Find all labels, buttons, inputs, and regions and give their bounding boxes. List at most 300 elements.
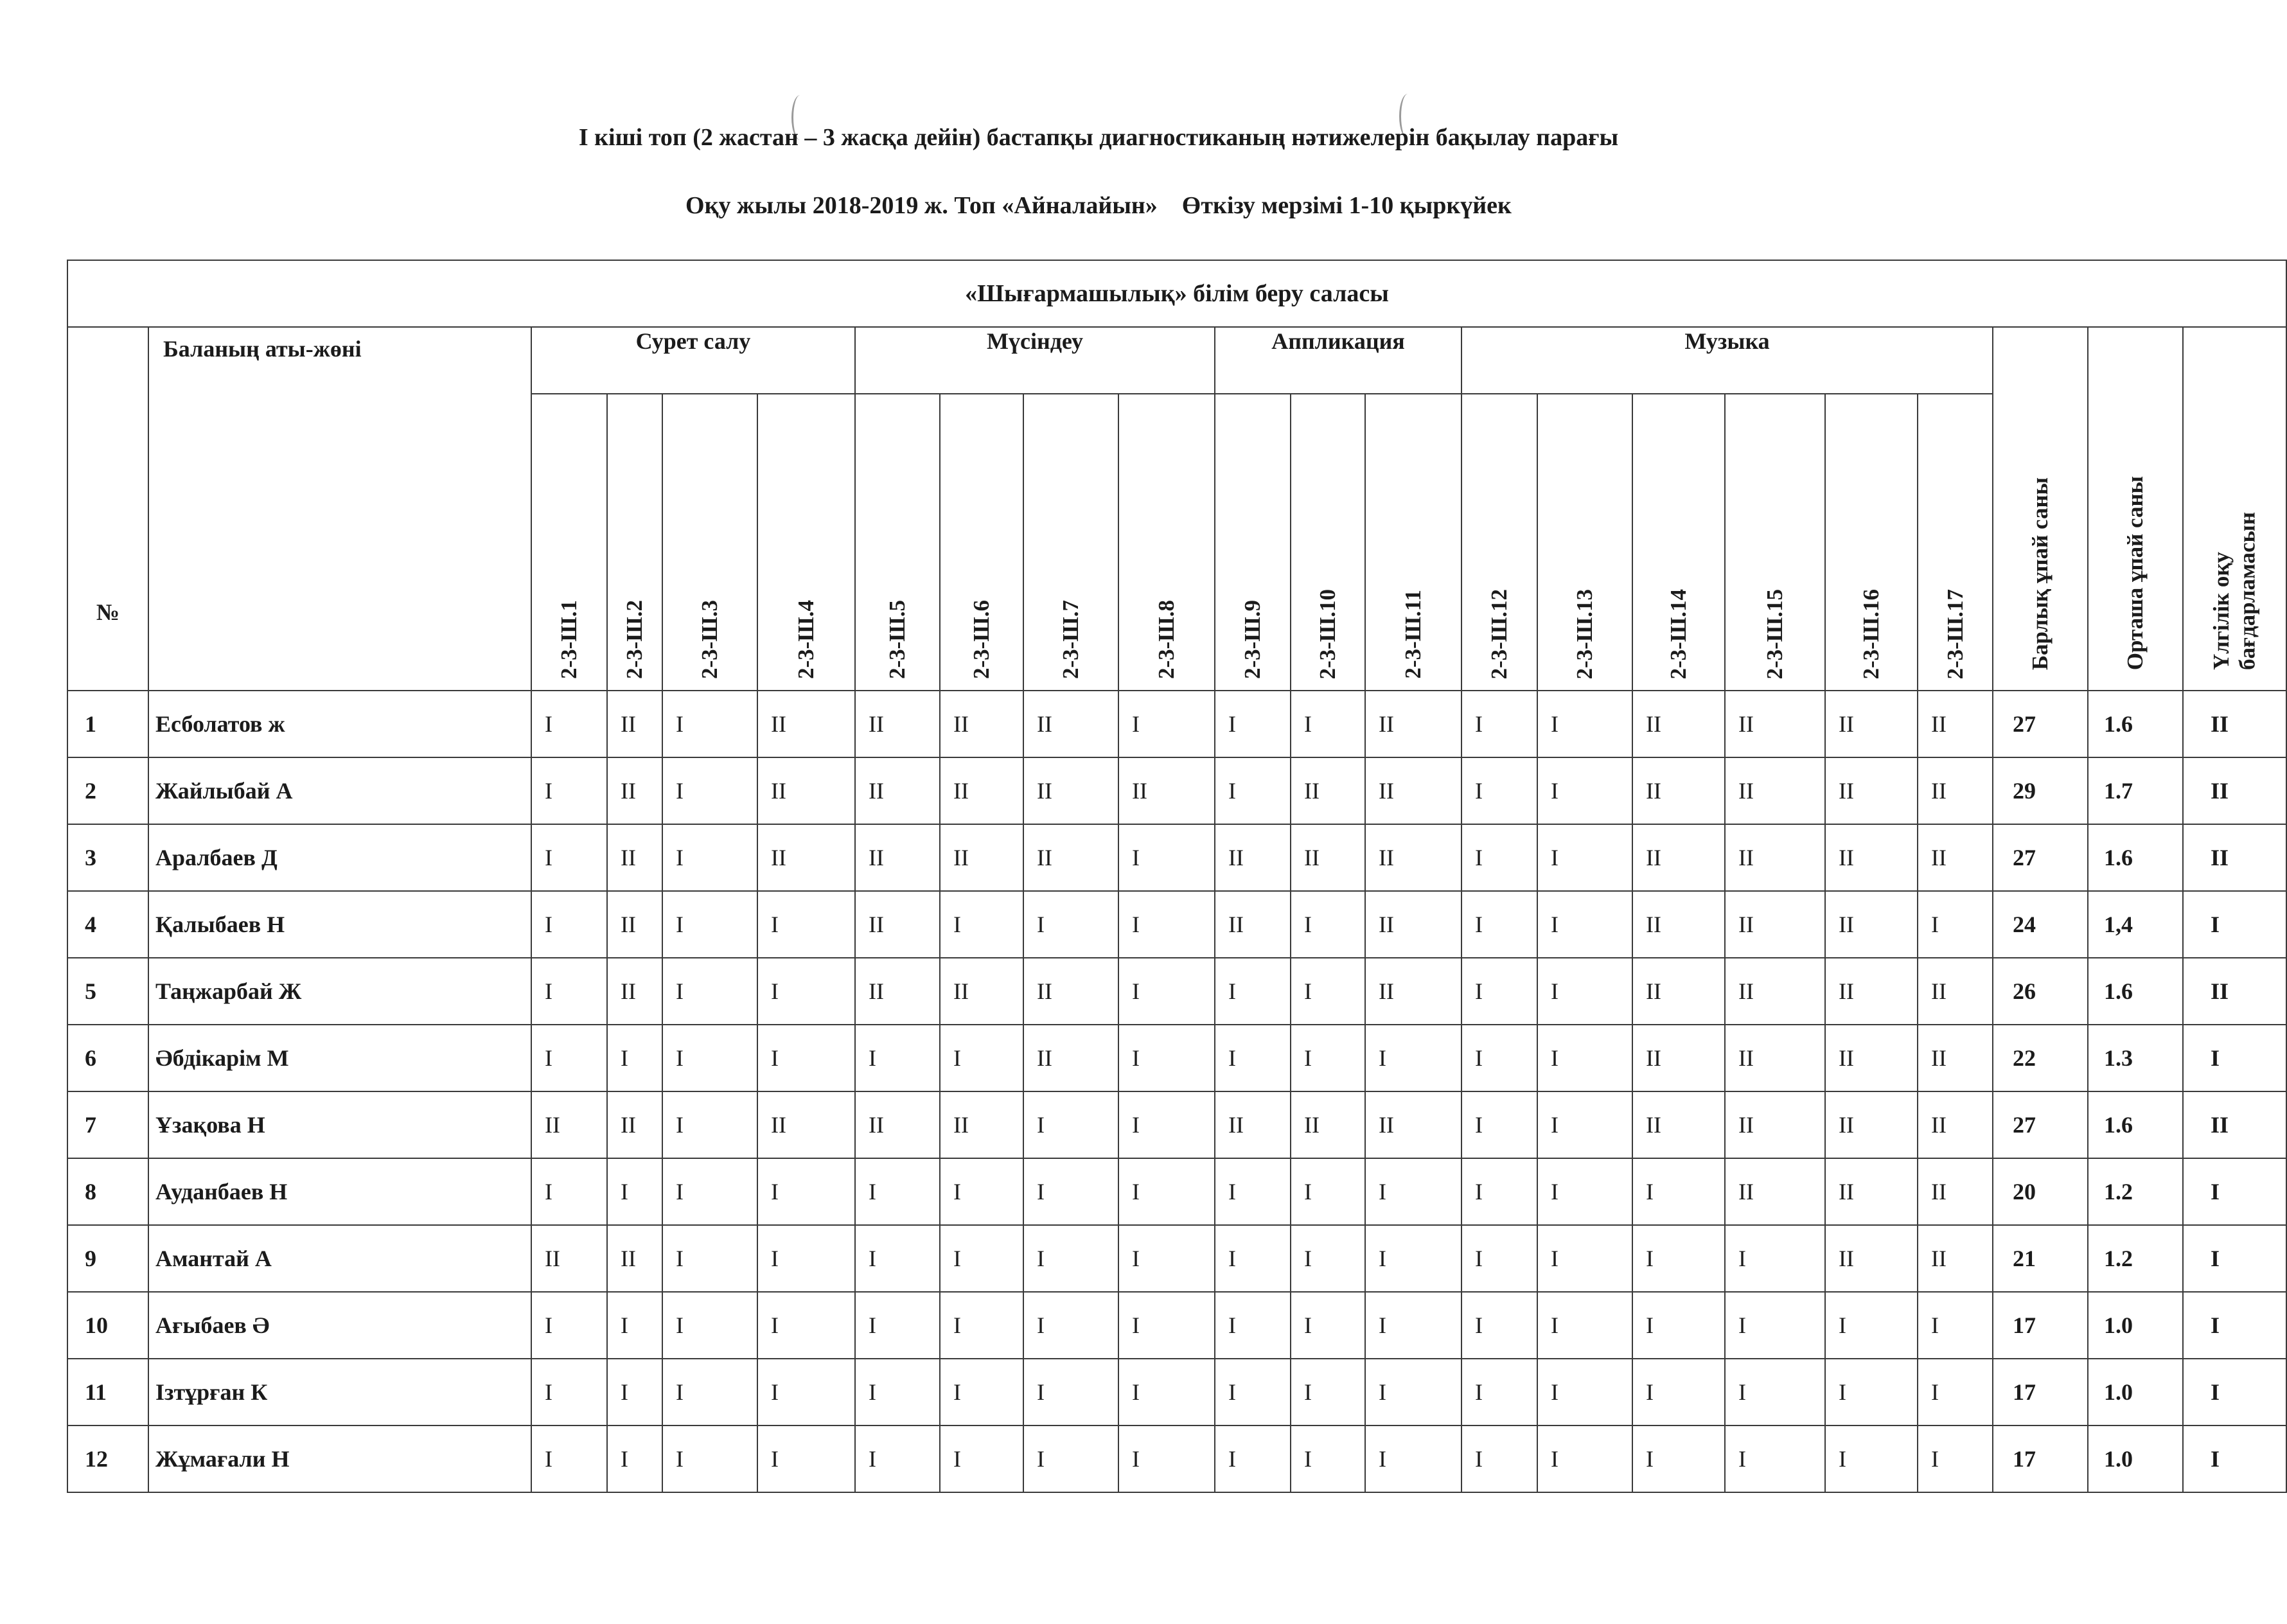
- mark-cell: I: [757, 891, 855, 958]
- total-score: 29: [1993, 757, 2088, 824]
- mark-cell: I: [531, 958, 607, 1025]
- mark-cell: II: [855, 691, 940, 757]
- mark-cell: I: [662, 958, 757, 1025]
- mark-cell: II: [531, 1225, 607, 1292]
- mark-cell: I: [1537, 1292, 1632, 1359]
- table-row: [67, 1158, 2286, 1225]
- indicator-code-header: [1291, 394, 1365, 691]
- mark-cell: I: [855, 1158, 940, 1225]
- mark-cell: I: [855, 1225, 940, 1292]
- mark-cell: II: [1365, 691, 1461, 757]
- group-header: Сурет салу: [531, 327, 855, 394]
- mark-cell: I: [531, 1158, 607, 1225]
- mark-cell: I: [1215, 1359, 1291, 1425]
- mark-cell: I: [1461, 1359, 1537, 1425]
- mark-cell: II: [1291, 824, 1365, 891]
- mark-cell: II: [1725, 1091, 1825, 1158]
- mark-cell: I: [1825, 1359, 1918, 1425]
- mark-cell: I: [1118, 824, 1215, 891]
- mark-cell: II: [1725, 958, 1825, 1025]
- mark-cell: I: [757, 1158, 855, 1225]
- program-level: I: [2183, 1359, 2286, 1425]
- mark-cell: I: [1825, 1292, 1918, 1359]
- mark-cell: I: [1118, 691, 1215, 757]
- mark-cell: I: [607, 1425, 662, 1492]
- mark-cell: II: [855, 891, 940, 958]
- level-header: [2183, 327, 2286, 691]
- mark-cell: II: [1632, 1025, 1725, 1091]
- mark-cell: II: [1825, 1091, 1918, 1158]
- mark-cell: I: [855, 1359, 940, 1425]
- mark-cell: II: [1023, 757, 1118, 824]
- mark-cell: I: [940, 1292, 1023, 1359]
- total-score: 17: [1993, 1359, 2088, 1425]
- mark-cell: II: [1215, 891, 1291, 958]
- mark-cell: I: [1537, 757, 1632, 824]
- indicator-code: 2-3-Ш.10: [1315, 588, 1340, 679]
- mark-cell: II: [607, 1091, 662, 1158]
- average-header: [2088, 327, 2183, 691]
- indicator-code-header: [855, 394, 940, 691]
- row-number: 11: [67, 1359, 148, 1425]
- mark-cell: I: [1023, 1425, 1118, 1492]
- mark-cell: I: [1461, 691, 1537, 757]
- mark-cell: II: [607, 757, 662, 824]
- mark-cell: I: [662, 1158, 757, 1225]
- table-row: [67, 1025, 2286, 1091]
- mark-cell: I: [1632, 1359, 1725, 1425]
- mark-cell: II: [1215, 1091, 1291, 1158]
- indicator-code-header: [940, 394, 1023, 691]
- table-row: [67, 1225, 2286, 1292]
- mark-cell: I: [1023, 891, 1118, 958]
- mark-cell: I: [1118, 1025, 1215, 1091]
- mark-cell: II: [1632, 691, 1725, 757]
- program-level: II: [2183, 691, 2286, 757]
- mark-cell: I: [1632, 1225, 1725, 1292]
- document-title: І кіші топ (2 жастан – 3 жасқа дейін) бастапқы диагностиканың нәтижелерін бақылау парағы: [578, 124, 1619, 151]
- row-number: 4: [67, 891, 148, 958]
- mark-cell: I: [940, 1359, 1023, 1425]
- total-header-text: Барлық ұпай саны: [2027, 477, 2053, 670]
- average-score: 1.7: [2088, 757, 2183, 824]
- mark-cell: II: [1118, 757, 1215, 824]
- mark-cell: II: [1023, 958, 1118, 1025]
- mark-cell: I: [662, 824, 757, 891]
- mark-cell: II: [940, 958, 1023, 1025]
- mark-cell: I: [757, 1292, 855, 1359]
- total-score: 27: [1993, 824, 2088, 891]
- mark-cell: II: [1632, 824, 1725, 891]
- mark-cell: I: [1537, 1425, 1632, 1492]
- mark-cell: I: [1118, 958, 1215, 1025]
- mark-cell: I: [1365, 1158, 1461, 1225]
- mark-cell: II: [1918, 824, 1993, 891]
- mark-cell: I: [1918, 1359, 1993, 1425]
- indicator-code-header: [1215, 394, 1291, 691]
- mark-cell: II: [607, 691, 662, 757]
- document-subtitle: Оқу жылы 2018-2019 ж. Топ «Айналайын» Өткізу мерзімі 1-10 қыркүйек: [685, 192, 1512, 219]
- mark-cell: II: [855, 824, 940, 891]
- child-name: Ауданбаев Н: [148, 1158, 531, 1225]
- mark-cell: I: [1291, 1425, 1365, 1492]
- mark-cell: I: [855, 1425, 940, 1492]
- mark-cell: I: [607, 1292, 662, 1359]
- mark-cell: I: [940, 1025, 1023, 1091]
- mark-cell: I: [1537, 891, 1632, 958]
- mark-cell: I: [1537, 1091, 1632, 1158]
- group-header: Мүсіндеу: [855, 327, 1215, 394]
- indicator-code: 2-3-Ш.17: [1942, 588, 1968, 679]
- total-score: 26: [1993, 958, 2088, 1025]
- table-header: [67, 260, 2286, 691]
- mark-cell: I: [1291, 1292, 1365, 1359]
- mark-cell: I: [531, 1292, 607, 1359]
- total-score: 27: [1993, 1091, 2088, 1158]
- mark-cell: II: [855, 958, 940, 1025]
- mark-cell: I: [1023, 1359, 1118, 1425]
- indicator-code-header: [1365, 394, 1461, 691]
- mark-cell: I: [1632, 1425, 1725, 1492]
- mark-cell: I: [1365, 1225, 1461, 1292]
- mark-cell: I: [1215, 958, 1291, 1025]
- diagnostics-table: [67, 260, 2287, 1493]
- row-number: 9: [67, 1225, 148, 1292]
- child-name: Амантай А: [148, 1225, 531, 1292]
- mark-cell: I: [1215, 1225, 1291, 1292]
- indicator-code-header: [531, 394, 607, 691]
- mark-cell: I: [531, 691, 607, 757]
- mark-cell: I: [1118, 1225, 1215, 1292]
- mark-cell: I: [531, 1025, 607, 1091]
- mark-cell: I: [1023, 1091, 1118, 1158]
- mark-cell: II: [1725, 691, 1825, 757]
- average-score: 1.6: [2088, 1091, 2183, 1158]
- child-name: Есболатов ж: [148, 691, 531, 757]
- mark-cell: I: [1291, 1158, 1365, 1225]
- mark-cell: II: [757, 824, 855, 891]
- mark-cell: II: [1825, 958, 1918, 1025]
- mark-cell: II: [1365, 958, 1461, 1025]
- mark-cell: II: [1825, 691, 1918, 757]
- mark-cell: I: [757, 1025, 855, 1091]
- mark-cell: I: [1918, 1425, 1993, 1492]
- mark-cell: I: [662, 757, 757, 824]
- mark-cell: II: [1365, 1091, 1461, 1158]
- mark-cell: II: [1918, 1158, 1993, 1225]
- mark-cell: II: [1725, 757, 1825, 824]
- row-number: 12: [67, 1425, 148, 1492]
- group-header: Аппликация: [1215, 327, 1461, 394]
- mark-cell: I: [1537, 1225, 1632, 1292]
- mark-cell: I: [1291, 691, 1365, 757]
- mark-cell: I: [662, 891, 757, 958]
- mark-cell: I: [855, 1292, 940, 1359]
- mark-cell: I: [1118, 891, 1215, 958]
- program-level: I: [2183, 1025, 2286, 1091]
- program-level: II: [2183, 824, 2286, 891]
- mark-cell: I: [1461, 1025, 1537, 1091]
- mark-cell: II: [607, 958, 662, 1025]
- indicator-code-header: [1461, 394, 1537, 691]
- mark-cell: I: [1365, 1292, 1461, 1359]
- mark-cell: I: [1725, 1425, 1825, 1492]
- indicator-code: 2-3-Ш.8: [1154, 600, 1179, 679]
- indicator-code: 2-3-Ш.15: [1762, 588, 1787, 679]
- indicator-code: 2-3-Ш.9: [1240, 600, 1265, 679]
- child-name: Таңжарбай Ж: [148, 958, 531, 1025]
- total-score: 21: [1993, 1225, 2088, 1292]
- mark-cell: I: [1291, 1025, 1365, 1091]
- mark-cell: I: [1461, 1091, 1537, 1158]
- mark-cell: I: [662, 691, 757, 757]
- program-level: I: [2183, 1225, 2286, 1292]
- total-header: [1993, 327, 2088, 691]
- table-row: [67, 1292, 2286, 1359]
- mark-cell: I: [1023, 1158, 1118, 1225]
- average-score: 1.6: [2088, 958, 2183, 1025]
- mark-cell: I: [1461, 1225, 1537, 1292]
- table-row: [67, 891, 2286, 958]
- row-number: 10: [67, 1292, 148, 1359]
- group-row: [67, 327, 2286, 394]
- table-row: [67, 757, 2286, 824]
- mark-cell: II: [607, 1225, 662, 1292]
- indicator-code: 2-3-Ш.11: [1400, 590, 1426, 679]
- average-score: 1.6: [2088, 824, 2183, 891]
- program-level: I: [2183, 1158, 2286, 1225]
- mark-cell: II: [855, 757, 940, 824]
- mark-cell: I: [531, 757, 607, 824]
- indicator-code-header: [662, 394, 757, 691]
- table-row: [67, 691, 2286, 757]
- average-score: 1.2: [2088, 1225, 2183, 1292]
- mark-cell: I: [607, 1025, 662, 1091]
- number-header: №: [67, 327, 148, 691]
- average-score: 1.0: [2088, 1425, 2183, 1492]
- mark-cell: II: [1291, 1091, 1365, 1158]
- indicator-code-header: [1825, 394, 1918, 691]
- mark-cell: II: [1918, 691, 1993, 757]
- mark-cell: II: [1365, 891, 1461, 958]
- indicator-code-header: [757, 394, 855, 691]
- indicator-code-header: [1918, 394, 1993, 691]
- mark-cell: II: [1918, 1225, 1993, 1292]
- name-header: Баланың аты-жөні: [148, 327, 531, 691]
- mark-cell: I: [1918, 891, 1993, 958]
- group-header: Музыка: [1461, 327, 1993, 394]
- mark-cell: II: [1918, 757, 1993, 824]
- mark-cell: I: [1461, 958, 1537, 1025]
- average-score: 1.6: [2088, 691, 2183, 757]
- mark-cell: II: [1825, 757, 1918, 824]
- average-score: 1.0: [2088, 1292, 2183, 1359]
- mark-cell: II: [1632, 757, 1725, 824]
- mark-cell: I: [1725, 1225, 1825, 1292]
- mark-cell: I: [1215, 1025, 1291, 1091]
- mark-cell: II: [757, 691, 855, 757]
- mark-cell: II: [1825, 824, 1918, 891]
- indicator-code: 2-3-Ш.16: [1859, 588, 1884, 679]
- mark-cell: II: [1918, 1025, 1993, 1091]
- child-name: Аралбаев Д: [148, 824, 531, 891]
- mark-cell: I: [607, 1158, 662, 1225]
- table-row: [67, 1425, 2286, 1492]
- mark-cell: I: [1461, 1425, 1537, 1492]
- mark-cell: II: [757, 757, 855, 824]
- average-score: 1.3: [2088, 1025, 2183, 1091]
- average-header-text: Орташа ұпай саны: [2123, 475, 2148, 670]
- indicator-code-header: [1023, 394, 1118, 691]
- mark-cell: II: [940, 757, 1023, 824]
- average-score: 1,4: [2088, 891, 2183, 958]
- mark-cell: II: [1918, 1091, 1993, 1158]
- average-score: 1.0: [2088, 1359, 2183, 1425]
- mark-cell: II: [1365, 824, 1461, 891]
- mark-cell: I: [1537, 691, 1632, 757]
- child-name: Ізтұрған К: [148, 1359, 531, 1425]
- indicator-code: 2-3-Ш.14: [1666, 588, 1691, 679]
- child-name: Қалыбаев Н: [148, 891, 531, 958]
- indicator-code-header: [607, 394, 662, 691]
- mark-cell: II: [1365, 757, 1461, 824]
- mark-cell: I: [1461, 1292, 1537, 1359]
- row-number: 5: [67, 958, 148, 1025]
- mark-cell: I: [1291, 891, 1365, 958]
- indicator-code: 2-3-Ш.4: [793, 600, 818, 679]
- mark-cell: I: [757, 1425, 855, 1492]
- mark-cell: I: [1537, 1359, 1632, 1425]
- mark-cell: I: [1537, 958, 1632, 1025]
- row-number: 7: [67, 1091, 148, 1158]
- program-level: II: [2183, 757, 2286, 824]
- mark-cell: I: [1537, 1025, 1632, 1091]
- mark-cell: I: [531, 891, 607, 958]
- mark-cell: I: [1365, 1425, 1461, 1492]
- mark-cell: I: [1461, 1158, 1537, 1225]
- mark-cell: II: [1725, 1025, 1825, 1091]
- mark-cell: II: [1918, 958, 1993, 1025]
- indicator-code-header: [1118, 394, 1215, 691]
- child-name: Ағыбаев Ә: [148, 1292, 531, 1359]
- indicator-code-header: [1537, 394, 1632, 691]
- mark-cell: I: [1215, 1425, 1291, 1492]
- total-score: 24: [1993, 891, 2088, 958]
- program-level: I: [2183, 1292, 2286, 1359]
- mark-cell: I: [940, 1225, 1023, 1292]
- mark-cell: II: [1825, 891, 1918, 958]
- mark-cell: I: [531, 1425, 607, 1492]
- table-body: [67, 691, 2286, 1492]
- mark-cell: II: [1825, 1158, 1918, 1225]
- mark-cell: I: [940, 1158, 1023, 1225]
- child-name: Жайлыбай А: [148, 757, 531, 824]
- mark-cell: I: [757, 1225, 855, 1292]
- mark-cell: II: [1023, 691, 1118, 757]
- program-level: II: [2183, 958, 2286, 1025]
- indicator-code: 2-3-Ш.7: [1058, 600, 1083, 679]
- mark-cell: II: [607, 891, 662, 958]
- mark-cell: II: [1825, 1225, 1918, 1292]
- total-score: 22: [1993, 1025, 2088, 1091]
- mark-cell: I: [940, 1425, 1023, 1492]
- mark-cell: II: [1023, 824, 1118, 891]
- indicator-code-header: [1725, 394, 1825, 691]
- mark-cell: I: [662, 1025, 757, 1091]
- total-score: 17: [1993, 1292, 2088, 1359]
- mark-cell: I: [1291, 958, 1365, 1025]
- mark-cell: I: [1632, 1292, 1725, 1359]
- mark-cell: I: [662, 1425, 757, 1492]
- level-header-text: Үлгілік оқу бағдарламасын: [2209, 512, 2260, 670]
- mark-cell: II: [940, 691, 1023, 757]
- indicator-code: 2-3-Ш.12: [1487, 588, 1512, 679]
- mark-cell: I: [757, 1359, 855, 1425]
- mark-cell: II: [1725, 891, 1825, 958]
- mark-cell: II: [607, 824, 662, 891]
- mark-cell: I: [1215, 757, 1291, 824]
- table-row: [67, 1359, 2286, 1425]
- mark-cell: I: [662, 1225, 757, 1292]
- mark-cell: I: [1461, 824, 1537, 891]
- row-number: 6: [67, 1025, 148, 1091]
- child-name: Жұмағали Н: [148, 1425, 531, 1492]
- mark-cell: I: [1118, 1359, 1215, 1425]
- mark-cell: II: [940, 1091, 1023, 1158]
- row-number: 1: [67, 691, 148, 757]
- program-level: II: [2183, 1091, 2286, 1158]
- mark-cell: II: [757, 1091, 855, 1158]
- indicator-code: 2-3-Ш.6: [969, 600, 994, 679]
- mark-cell: II: [1215, 824, 1291, 891]
- mark-cell: I: [757, 958, 855, 1025]
- child-name: Әбдікарім М: [148, 1025, 531, 1091]
- table-row: [67, 824, 2286, 891]
- mark-cell: I: [1461, 757, 1537, 824]
- mark-cell: I: [662, 1091, 757, 1158]
- mark-cell: I: [1365, 1359, 1461, 1425]
- mark-cell: II: [1725, 1158, 1825, 1225]
- mark-cell: I: [1118, 1292, 1215, 1359]
- mark-cell: I: [1215, 1292, 1291, 1359]
- mark-cell: I: [607, 1359, 662, 1425]
- area-title: «Шығармашылық» білім беру саласы: [67, 260, 2286, 327]
- mark-cell: II: [940, 824, 1023, 891]
- mark-cell: I: [1023, 1292, 1118, 1359]
- mark-cell: II: [1725, 824, 1825, 891]
- mark-cell: I: [1118, 1158, 1215, 1225]
- mark-cell: I: [531, 824, 607, 891]
- mark-cell: I: [1725, 1292, 1825, 1359]
- average-score: 1.2: [2088, 1158, 2183, 1225]
- mark-cell: I: [1825, 1425, 1918, 1492]
- mark-cell: II: [1632, 958, 1725, 1025]
- mark-cell: I: [1023, 1225, 1118, 1292]
- mark-cell: I: [1725, 1359, 1825, 1425]
- indicator-code: 2-3-Ш.2: [622, 600, 647, 679]
- indicator-code: 2-3-Ш.13: [1572, 588, 1597, 679]
- mark-cell: I: [1461, 891, 1537, 958]
- mark-cell: II: [855, 1091, 940, 1158]
- mark-cell: I: [940, 891, 1023, 958]
- mark-cell: I: [1291, 1359, 1365, 1425]
- mark-cell: II: [1023, 1025, 1118, 1091]
- program-level: I: [2183, 891, 2286, 958]
- child-name: Ұзақова Н: [148, 1091, 531, 1158]
- mark-cell: I: [1291, 1225, 1365, 1292]
- mark-cell: II: [1291, 757, 1365, 824]
- mark-cell: I: [1365, 1025, 1461, 1091]
